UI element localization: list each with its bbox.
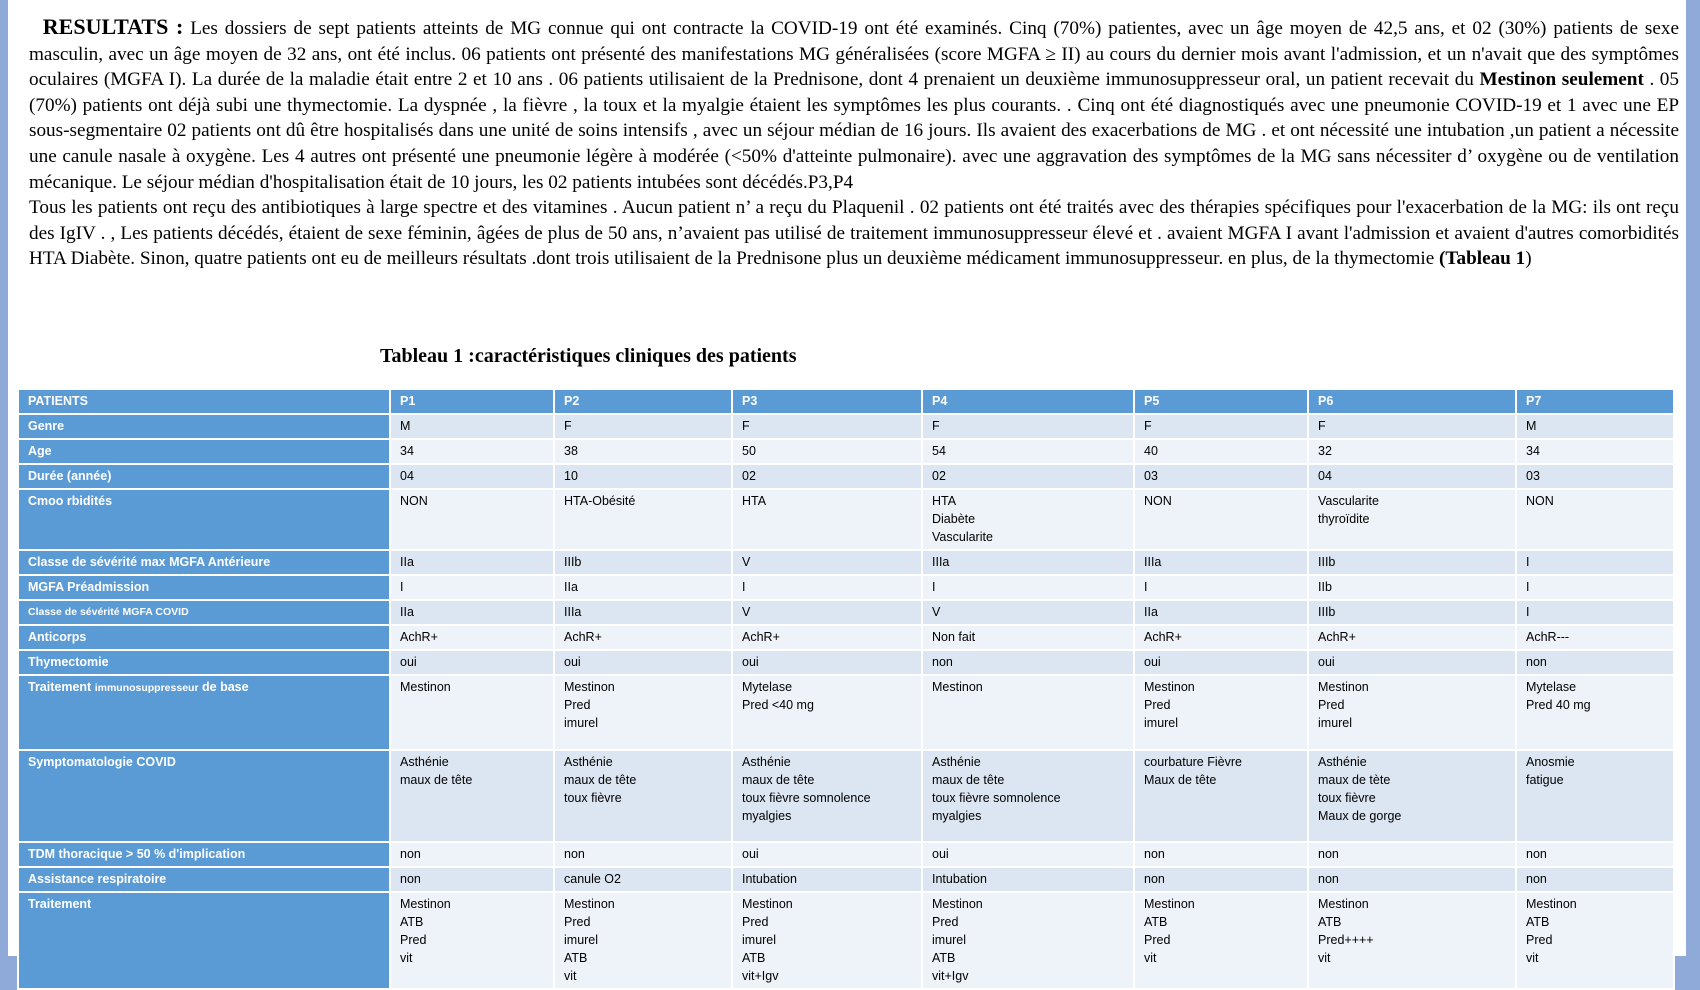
table-cell: I	[922, 575, 1134, 600]
table-cell: IIIb	[1308, 550, 1516, 575]
table-header-patients: PATIENTS	[18, 389, 390, 414]
table-cell: non	[554, 842, 732, 867]
row-label: Age	[18, 439, 390, 464]
table-cell: AchR---	[1516, 625, 1674, 650]
table-cell: Intubation	[922, 867, 1134, 892]
table-cell: non	[1516, 842, 1674, 867]
table-row	[18, 675, 1674, 750]
table-cell: AchR+	[1134, 625, 1308, 650]
table-cell: F	[1134, 414, 1308, 439]
table-cell: 38	[554, 439, 732, 464]
row-label: Classe de sévérité MGFA COVID	[18, 600, 390, 625]
table-cell: Mestinon Pred imurel ATB vit	[554, 892, 732, 989]
table-cell: Mestinon Pred imurel ATB vit+Igv	[732, 892, 922, 989]
table-cell: V	[732, 600, 922, 625]
table-cell: 32	[1308, 439, 1516, 464]
table-cell: AchR+	[1308, 625, 1516, 650]
row-label: MGFA Préadmission	[18, 575, 390, 600]
table-reference: (Tableau 1	[1439, 248, 1526, 270]
table-cell: courbature Fièvre Maux de tête	[1134, 750, 1308, 842]
table-cell: 34	[1516, 439, 1674, 464]
table-header-patient: P6	[1308, 389, 1516, 414]
table-cell: Mestinon ATB Pred++++ vit	[1308, 892, 1516, 989]
table-cell: I	[1134, 575, 1308, 600]
results-paragraph-2: Tous les patients ont reçu des antibiotiques à large spectre et des vitamines . Aucun patient n’ a reçu du Plaquenil . 02 patients ont été traités avec des thérapies spécifiques pour l'exacerbation de la MG: ils ont reçu des IgIV . , Les patients décédés, étaient de sexe féminin, âgées de plus de 50 ans, n’avaient pas utilisé de traitement immunosuppresseur élevé et . avaient MGFA I avant l'admission et avaient d'autres comorbidités HTA Diabète. Sinon, quatre patients ont eu de meilleurs résultats .dont trois utilisaient de la Prednisone plus un deuxième médicament immunosuppresseur. en plus, de la thymectomie (Tableau 1)	[29, 197, 1679, 270]
table-cell: Asthénie maux de tète toux fièvre Maux de gorge	[1308, 750, 1516, 842]
table-cell: 34	[390, 439, 554, 464]
table-cell: I	[1516, 575, 1674, 600]
table-row	[18, 464, 1674, 489]
row-label: Durée (année)	[18, 464, 390, 489]
table-cell: Mestinon	[390, 675, 554, 750]
table-cell: Non fait	[922, 625, 1134, 650]
table-cell: Mytelase Pred <40 mg	[732, 675, 922, 750]
table-cell: Mytelase Pred 40 mg	[1516, 675, 1674, 750]
table-cell: IIa	[390, 550, 554, 575]
table-cell: Mestinon Pred imurel	[1134, 675, 1308, 750]
table-cell: IIa	[390, 600, 554, 625]
table-cell: IIb	[1308, 575, 1516, 600]
table-cell: canule O2	[554, 867, 732, 892]
results-text	[29, 14, 1679, 272]
row-label: Assistance respiratoire	[18, 867, 390, 892]
table-cell: 03	[1516, 464, 1674, 489]
table-cell: non	[922, 650, 1134, 675]
table-row	[18, 600, 1674, 625]
table-header-patient: P5	[1134, 389, 1308, 414]
table-cell: non	[1134, 867, 1308, 892]
table-cell: 02	[732, 464, 922, 489]
table-row	[18, 892, 1674, 989]
table-cell: I	[732, 575, 922, 600]
page	[8, 0, 1686, 983]
table-cell: Anosmie fatigue	[1516, 750, 1674, 842]
table-header-patient: P4	[922, 389, 1134, 414]
table-cell: I	[1516, 550, 1674, 575]
table-cell: 54	[922, 439, 1134, 464]
table-cell: Mestinon ATB Pred vit	[1516, 892, 1674, 989]
table-cell: non	[390, 842, 554, 867]
table-cell: non	[1134, 842, 1308, 867]
table-cell: non	[1516, 867, 1674, 892]
table-cell: IIIb	[1308, 600, 1516, 625]
row-label: Classe de sévérité max MGFA Antérieure	[18, 550, 390, 575]
table-header-patient: P3	[732, 389, 922, 414]
patients-table	[17, 388, 1675, 990]
table-cell: non	[1516, 650, 1674, 675]
table-cell: AchR+	[732, 625, 922, 650]
table-cell: HTA	[732, 489, 922, 550]
table-row	[18, 414, 1674, 439]
table-cell: F	[732, 414, 922, 439]
row-label: Anticorps	[18, 625, 390, 650]
table-cell: F	[922, 414, 1134, 439]
table-header-patient: P1	[390, 389, 554, 414]
table-cell: Asthénie maux de tête toux fièvre somnolence myalgies	[922, 750, 1134, 842]
table-cell: M	[1516, 414, 1674, 439]
table-cell: Asthénie maux de tête toux fièvre	[554, 750, 732, 842]
table-cell: IIIa	[554, 600, 732, 625]
table-cell: V	[732, 550, 922, 575]
table-caption: Tableau 1 :caractéristiques cliniques des patients	[380, 345, 797, 367]
table-row	[18, 575, 1674, 600]
table-cell: oui	[554, 650, 732, 675]
table-cell: Asthénie maux de tête toux fièvre somnolence myalgies	[732, 750, 922, 842]
table-cell: NON	[1134, 489, 1308, 550]
table-cell: oui	[922, 842, 1134, 867]
table-cell: oui	[1308, 650, 1516, 675]
table-header-row	[18, 389, 1674, 414]
table-cell: oui	[390, 650, 554, 675]
table-cell: HTA-Obésité	[554, 489, 732, 550]
table-row	[18, 489, 1674, 550]
table-cell: NON	[390, 489, 554, 550]
table-row	[18, 625, 1674, 650]
table-cell: 04	[1308, 464, 1516, 489]
table-cell: 40	[1134, 439, 1308, 464]
table-cell: M	[390, 414, 554, 439]
table-cell: IIIa	[1134, 550, 1308, 575]
table-cell: non	[1308, 867, 1516, 892]
table-cell: IIIb	[554, 550, 732, 575]
table-cell: HTA Diabète Vascularite	[922, 489, 1134, 550]
row-label: Thymectomie	[18, 650, 390, 675]
table-cell: F	[554, 414, 732, 439]
row-label: Genre	[18, 414, 390, 439]
table-cell: oui	[732, 842, 922, 867]
table-row	[18, 867, 1674, 892]
row-label: Traitement immunosuppresseur de base	[18, 675, 390, 750]
table-cell: 10	[554, 464, 732, 489]
table-header-patient: P2	[554, 389, 732, 414]
table-row	[18, 842, 1674, 867]
table-cell: V	[922, 600, 1134, 625]
table-cell: I	[390, 575, 554, 600]
table-cell: IIa	[554, 575, 732, 600]
table-cell: AchR+	[390, 625, 554, 650]
table-row	[18, 750, 1674, 842]
table-cell: Asthénie maux de tête	[390, 750, 554, 842]
table-cell: 02	[922, 464, 1134, 489]
row-label: Traitement	[18, 892, 390, 989]
table-cell: Mestinon Pred imurel	[1308, 675, 1516, 750]
table-cell: non	[1308, 842, 1516, 867]
table-cell: oui	[1134, 650, 1308, 675]
table-cell: IIIa	[922, 550, 1134, 575]
table-cell: Vascularite thyroïdite	[1308, 489, 1516, 550]
table-cell: IIa	[1134, 600, 1308, 625]
table-cell: 03	[1134, 464, 1308, 489]
table-header-patient: P7	[1516, 389, 1674, 414]
table-cell: Intubation	[732, 867, 922, 892]
table-cell: oui	[732, 650, 922, 675]
table-cell: F	[1308, 414, 1516, 439]
table-cell: 04	[390, 464, 554, 489]
row-label: Symptomatologie COVID	[18, 750, 390, 842]
results-heading: RESULTATS :	[42, 14, 184, 39]
table-cell: NON	[1516, 489, 1674, 550]
table-cell: Mestinon ATB Pred vit	[1134, 892, 1308, 989]
mestinon-emphasis: Mestinon seulement	[1479, 69, 1644, 91]
table-row	[18, 650, 1674, 675]
results-paragraph-1: RESULTATS : Les dossiers de sept patients atteints de MG connue qui ont contracte la COVID-19 ont été examinés. Cinq (70%) patientes, avec un âge moyen de 42,5 ans, et 02 (30%) patients de sexe masculin, avec un âge moyen de 32 ans, ont été inclus. 06 patients ont présenté des manifestations MG généralisées (score MGFA ≥ II) au cours du dernier mois avant l'admission, et un n'avait que des symptômes oculaires (MGFA I). La durée de la maladie était entre 2 et 10 ans . 06 patients utilisaient de la Prednisone, dont 4 prenaient un deuxième immunosuppresseur oral, un patient recevait du Mestinon seulement . 05 (70%) patients ont déjà subi une thymectomie. La dyspnée , la fièvre , la toux et la myalgie étaient les symptômes les plus courants. . Cinq ont été diagnostiqués avec une pneumonie COVID-19 et 1 avec une EP sous-segmentaire 02 patients ont dû être hospitalisés dans une unité de soins intensifs , avec un séjour médian de 16 jours. Ils avaient des exacerbations de MG . et ont nécessité une intubation ,un patient a nécessite une canule nasale à oxygène. Les 4 autres ont présenté une pneumonie légère à modérée (<50% d'atteinte pulmonaire). avec une aggravation des symptômes de la MG sans nécessiter d’ oxygène ou de ventilation mécanique. Le séjour médian d'hospitalisation était de 10 jours, les 02 patients intubées sont décédés.P3,P4	[29, 14, 1680, 193]
table-cell: 50	[732, 439, 922, 464]
table-cell: Mestinon Pred imurel	[554, 675, 732, 750]
table-cell: non	[390, 867, 554, 892]
table-cell: Mestinon Pred imurel ATB vit+Igv	[922, 892, 1134, 989]
table-cell: Mestinon ATB Pred vit	[390, 892, 554, 989]
table-cell: AchR+	[554, 625, 732, 650]
table-cell: I	[1516, 600, 1674, 625]
row-label: TDM thoracique > 50 % d'implication	[18, 842, 390, 867]
table-row	[18, 439, 1674, 464]
table-row	[18, 550, 1674, 575]
table-cell: Mestinon	[922, 675, 1134, 750]
row-label: Cmoo rbidités	[18, 489, 390, 550]
